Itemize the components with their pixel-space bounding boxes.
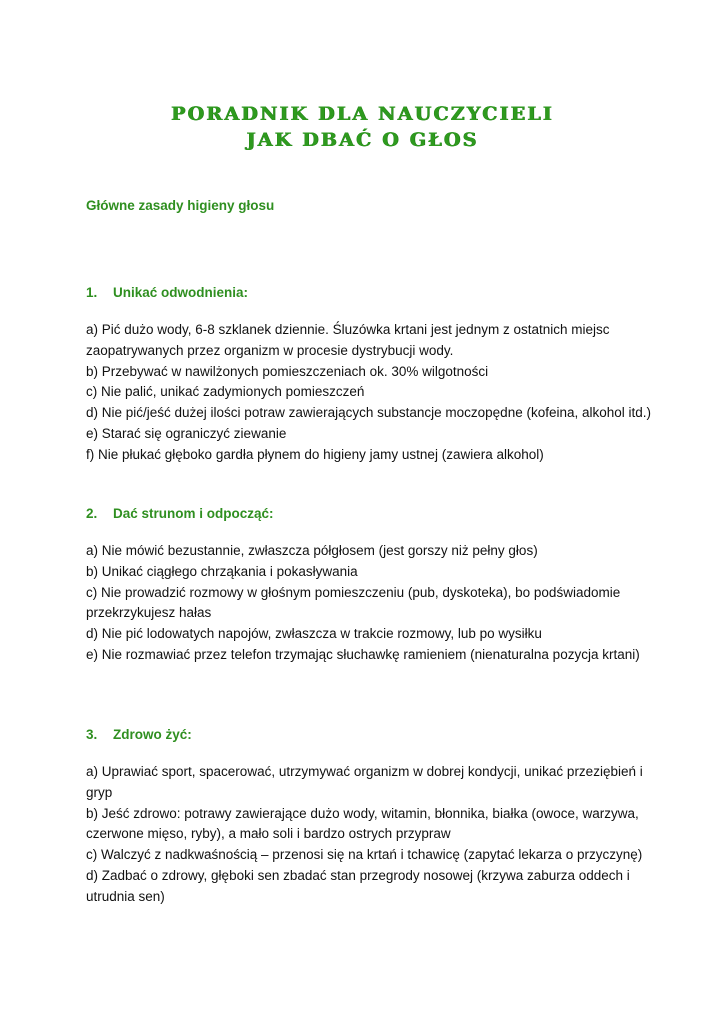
list-item: e) Nie rozmawiać przez telefon trzymając słuchawkę ramieniem (nienaturalna pozycja krtani) [86,646,640,662]
section-list-1 [86,320,656,466]
section-title: Dać strunom i odpocząć: [113,506,274,521]
section-list-2 [86,541,656,666]
list-item: d) Zadbać o zdrowy, głęboki sen zbadać stan przegrody nosowej (krzywa zaburza oddech i utrudnia sen) [86,867,630,904]
list-item: f) Nie płukać głęboko gardła płynem do higieny jamy ustnej (zawiera alkohol) [86,446,544,462]
list-item: d) Nie pić lodowatych napojów, zwłaszcza w trakcie rozmowy, lub po wysiłku [86,626,542,642]
list-item: b) Unikać ciągłego chrząkania i pokasływania [86,563,358,579]
section-title: Unikać odwodnienia: [113,285,249,300]
section-title: Zdrowo żyć: [113,727,192,742]
list-item: b) Przebywać w nawilżonych pomieszczeniach ok. 30% wilgotności [86,363,489,379]
section-number: 1. [86,285,98,300]
section-heading-2 [86,505,274,523]
list-item: a) Nie mówić bezustannie, zwłaszcza półgłosem (jest gorszy niż pełny głos) [86,543,538,558]
subtitle: Główne zasady higieny głosu [86,198,275,213]
list-item: b) Jeść zdrowo: potrawy zawierające dużo wody, witamin, błonnika, białka (owoce, warzywa, czerwone mięso, ryby), a mało soli i bardzo ostrych przypraw [86,805,639,842]
list-item: c) Walczyć z nadkwaśnością – przenosi się na krtań i tchawicę (zapytać lekarza o przyczynę) [86,847,643,863]
section-list-3 [86,762,656,908]
title-line-2: JAK DBAĆ O GŁOS [246,129,479,151]
list-item: e) Starać się ograniczyć ziewanie [86,425,287,441]
list-item: a) Pić dużo wody, 6-8 szklanek dziennie. Śluzówka krtani jest jednym z ostatnich miejsc zaopatrywanych przez organizm w procesie dystrybucji wody. [86,322,610,358]
section-number: 3. [86,727,98,742]
list-item: c) Nie prowadzić rozmowy w głośnym pomieszczeniu (pub, dyskoteka), bo podświadomie przekrzykujesz hałas [86,584,621,621]
list-item: c) Nie palić, unikać zadymionych pomieszczeń [86,384,365,400]
title-line-1: PORADNIK DLA NAUCZYCIELI [171,103,554,125]
list-item: a) Uprawiać sport, spacerować, utrzymywać organizm w dobrej kondycji, unikać przeziębień i gryp [86,764,643,800]
section-heading-1 [86,284,248,302]
section-heading-3 [86,726,192,744]
section-number: 2. [86,506,98,521]
list-item: d) Nie pić/jeść dużej ilości potraw zawierających substancje moczopędne (kofeina, alkohol itd.) [86,405,652,421]
